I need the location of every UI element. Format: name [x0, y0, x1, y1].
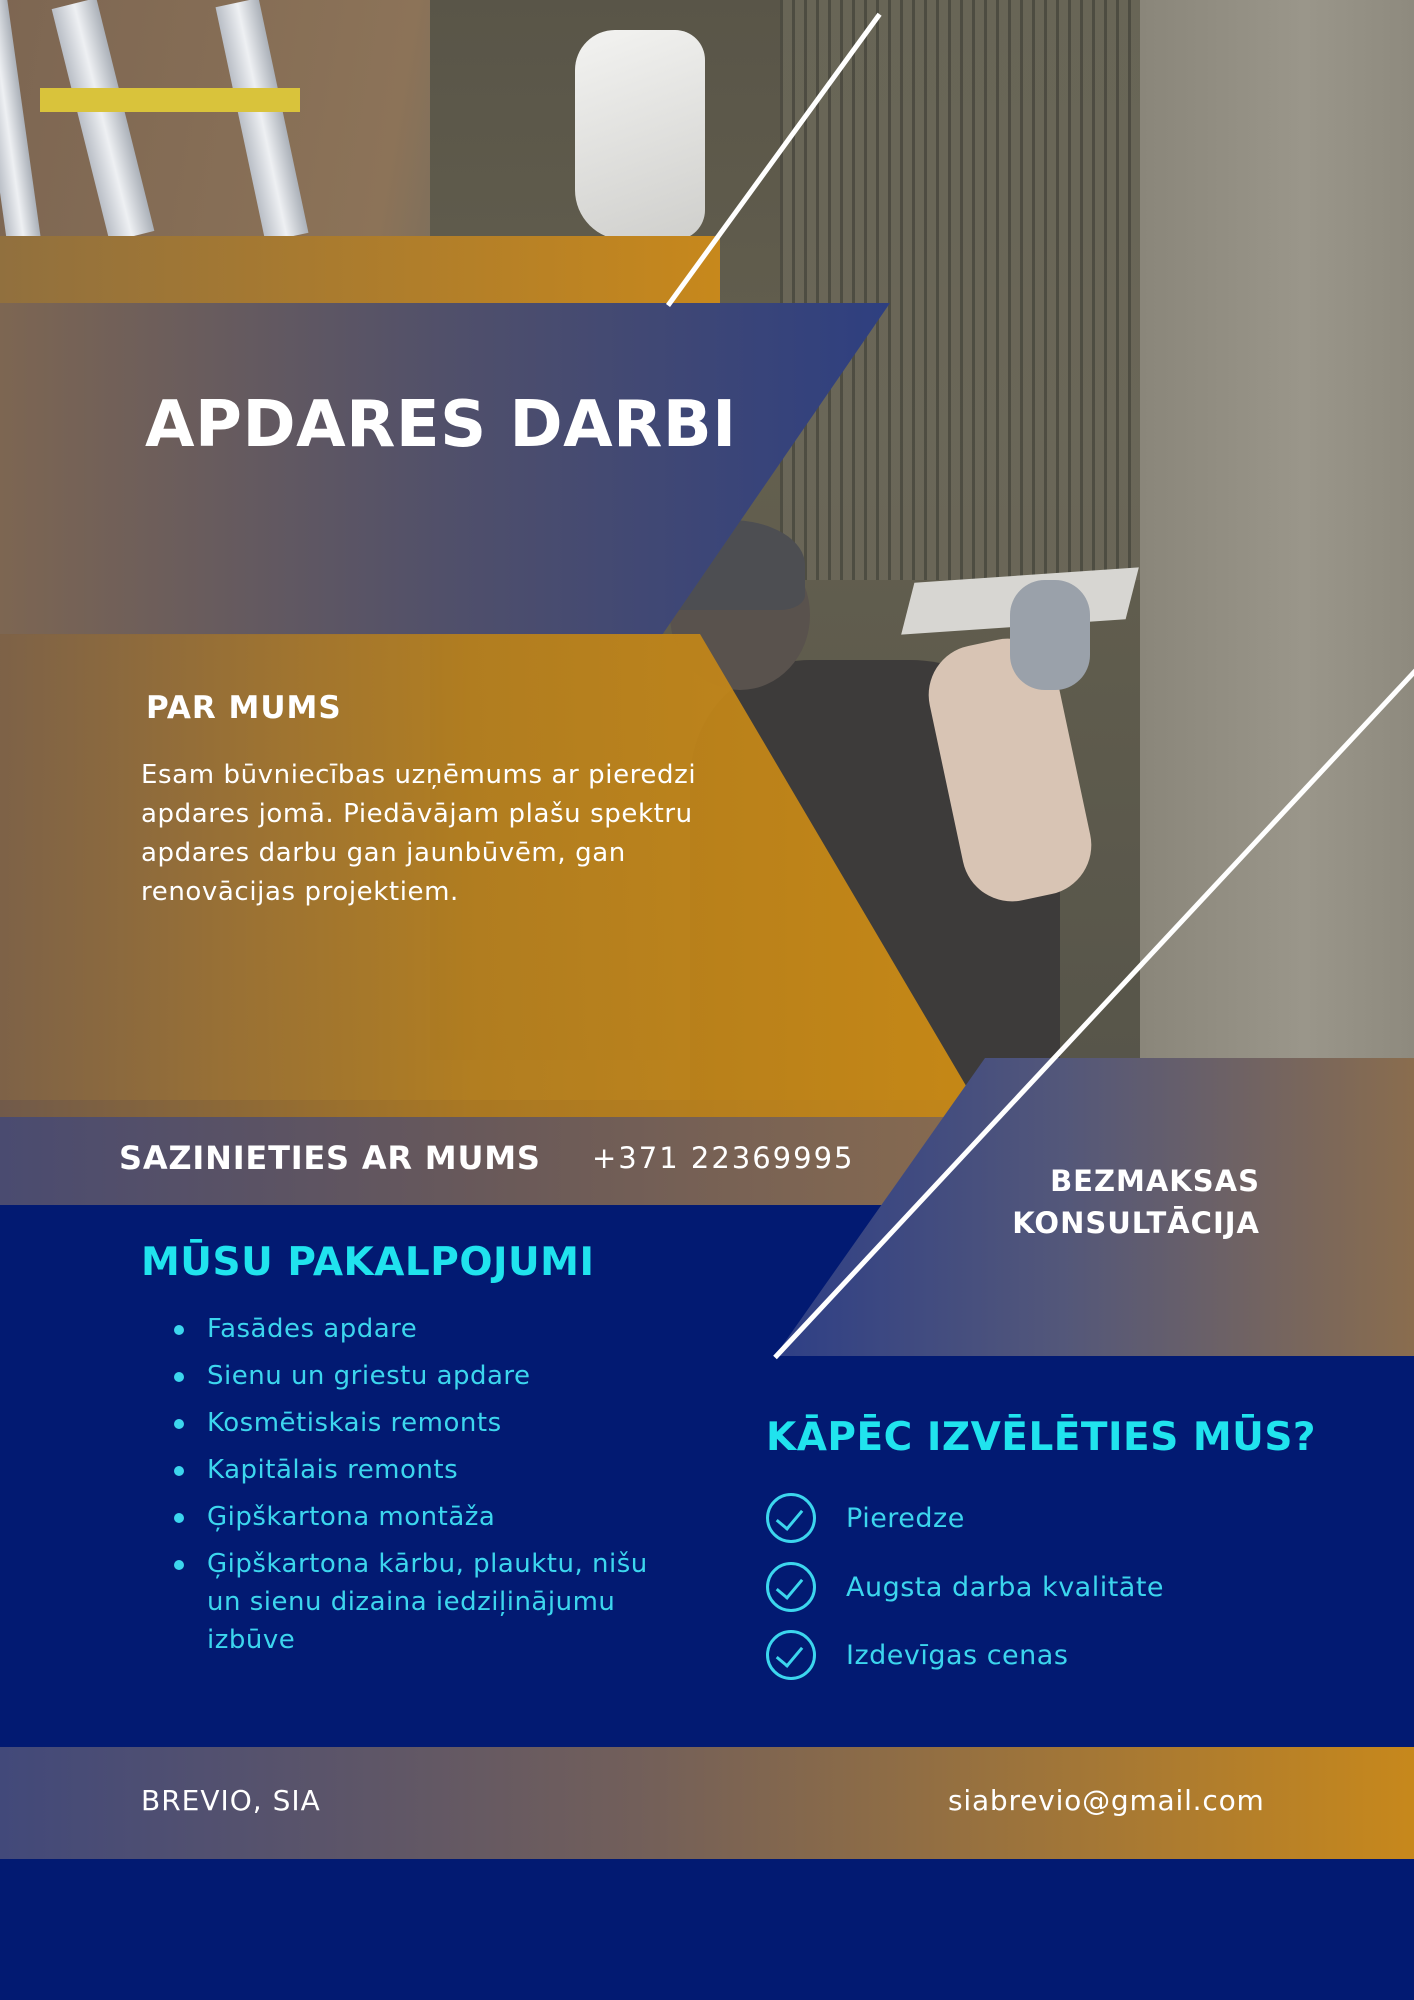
about-text: Esam būvniecības uzņēmums ar pieredzi apdares jomā. Piedāvājam plašu spektru apdares darbu gan jaunbūvēm, gan renovācijas projektiem. [141, 760, 697, 907]
page-title: APDARES DARBI [145, 388, 737, 462]
services-list [168, 1310, 688, 1668]
consultation-label [960, 1160, 1260, 1244]
list-item: Ģipškartona montāža [168, 1498, 688, 1536]
list-item: Fasādes apdare [168, 1310, 688, 1348]
why-item-label: Pieredze [846, 1502, 965, 1534]
check-circle-icon [766, 1493, 816, 1543]
email-link[interactable]: siabrevio@gmail.com [948, 1784, 1265, 1817]
why-heading: KĀPĒC IZVĒLĒTIES MŪS? [766, 1415, 1317, 1460]
wall-pillar [1140, 0, 1414, 1060]
list-item: Kosmētiskais remonts [168, 1404, 688, 1442]
company-name: BREVIO, SIA [141, 1784, 321, 1817]
why-item [766, 1560, 1164, 1614]
services-heading: MŪSU PAKALPOJUMI [141, 1240, 595, 1285]
check-circle-icon [766, 1630, 816, 1680]
list-item: Ģipškartona kārbu, plauktu, nišu un sienu dizaina iedziļinājumu izbūve [168, 1545, 688, 1659]
phone-number[interactable]: +371 22369995 [592, 1141, 855, 1175]
consultation-line-2: KONSULTĀCIJA [1012, 1206, 1260, 1240]
wall-grooves [780, 0, 1140, 580]
list-item: Kapitālais remonts [168, 1451, 688, 1489]
consultation-line-1: BEZMAKSAS [1050, 1164, 1260, 1198]
why-item [766, 1628, 1068, 1682]
worker-glove [1010, 580, 1090, 690]
why-item [766, 1491, 965, 1545]
why-item-label: Augsta darba kvalitāte [846, 1571, 1165, 1603]
why-item-label: Izdevīgas cenas [846, 1639, 1069, 1671]
about-heading: PAR MUMS [146, 690, 342, 726]
ladder-step [40, 88, 300, 112]
plastic-bag [575, 30, 705, 240]
top-gold-band [0, 236, 720, 304]
contact-label: SAZINIETIES AR MUMS [119, 1139, 541, 1177]
list-item: Sienu un griestu apdare [168, 1357, 688, 1395]
check-circle-icon [766, 1562, 816, 1612]
